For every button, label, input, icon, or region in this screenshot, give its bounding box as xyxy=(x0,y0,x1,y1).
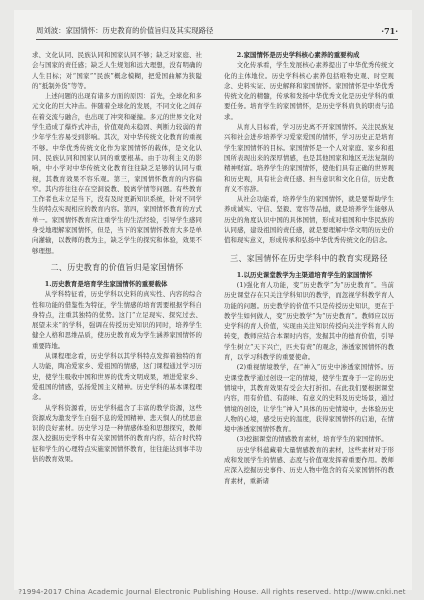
page-number: ·71· xyxy=(381,26,398,36)
paragraph: 从学科特征看，历史学科以史料的真实性、内容的综合性和功能的借鉴性为特征，学生情感的培育需要根据学科自身特点，注重其独特的优势。这门“立足现实、探究过去、展望未来”的学科，强调在传授历史知识的同时，培养学生健全人格和思维品质，使历史教育成为学生涵养家国情怀的重要阵地。 xyxy=(32,290,202,350)
paragraph: 从育人目标看，学习历史离不开家国情怀。关注民族复兴和社会进步培养学习爱家爱国的情怀，学习历史正是培育学生家国情怀的目标。家国情怀是一个人对家庭、家乡和祖国所表现出来的深厚情感，也是其他国家和地区无法复制的精神财富。培养学生的家国情怀，使他们具有正确的世界观和历史观，具有社会责任感、担当意识和文化自信，历史教育义不容辞。 xyxy=(224,123,394,193)
paragraph: 上述问题的出现有诸多方面的原因：首先，全球化和多元文化的巨大冲击。伴随着全球化的发展，不同文化之间存在着交流与融合，也出现了冲突和碰撞。多元的世界文化对学生造成了爆炸式冲击，价值观尚未稳固、判断力较弱的青少年学生容易受到影响。其次，对中华传统文化教育的重视不够。中华优秀传统文化作为家国情怀的载体，是文化认同、民族认同和国家认同的重要根基。由于功利主义的影响，中小学对中华传统文化教育往往缺乏足够的认同与重视，其教育效果不容乐观。第三，家国情怀教育的内容偏窄。其内容往往存在空洞说教、脱离学情等问题。有些教育工作者也未立足当下，没有及时更新知识系统，针对不同学生的特点实现相应的教育内容。第四，家国情怀教育的方式单一。家国情怀教育应注重学生的生活经验，引导学生感同身受地理解家国情怀，但是，当下的家国情怀教育大多是单向灌输，以教师的教为主，缺乏学生的探究和体验，效果不够理想。 xyxy=(32,92,202,255)
paragraph: 求、文化认同、民族认同和国家认同不够；缺乏对家庭、社会与国家的责任感；缺乏人生规划和远大理想，没有明确的人生目标；对“国家”“民族”概念模糊，把爱国曲解为狭隘的“抵制外货”等等。 xyxy=(32,51,202,90)
journal-page xyxy=(14,10,412,590)
section-heading: 二、历史教育的价值旨归是家国情怀 xyxy=(50,262,184,272)
subsection-heading: 1.历史教育是培育学生家国情怀的重要载体 xyxy=(44,279,168,288)
paragraph: (1)强化育人功能，变“历史教学”为“历史教育”。当前历史课堂存在只关注学科知识的教学，而忽视学科教学育人功能的问题。历史教学的价值不只是传授历史知识，更在于教学生如何做人，变“历史教学”为“历史教育”。教师应以历史学科的育人价值，实现由关注知识传授向关注学科育人的转变，教师应结合本课时内容，发掘其中的德育价值，引导学生树立“天下兴亡，匹夫有责”的观念，渗透家国情怀的教育，以学习科教学的重要使命。 xyxy=(224,280,394,362)
paragraph: 从课程理念看，历史学科以其学科特点发挥着独特的育人功能，陶冶爱家乡、爱祖国的情感，这门课程通过学习历史，使学生吸收中国和世界的优秀文明成果，增进爱家乡、爱祖国的情感，弘扬爱国主义精神。历史学科的基本课程理念。 xyxy=(32,352,202,402)
subsection-heading: 1.以历史课堂教学为主渠道培育学生的家国情怀 xyxy=(236,270,373,279)
copyright-footer: ?1994-2017 China Academic Journal Electronic Publishing House. All rights reserved. http://www.cnki.net xyxy=(18,588,406,596)
subsection-heading: 2.家国情怀是历史学科核心素养的重要构成 xyxy=(236,51,360,59)
running-header xyxy=(36,24,398,40)
paragraph: (3)挖掘课堂的情感教育素材，培育学生的家国情怀。 xyxy=(236,435,388,444)
paragraph: 文化传承看，学生发展核心素养提出了中华优秀传统文化的主体地位。历史学科核心素养包括唯物史观、时空观念、史料实证、历史解释和家国情怀。家国情怀是中华优秀传统文化的精髓，传承和发扬中华优秀文化是历史学科的重要任务。培育学生的家国情怀，是历史学科肩负的职责与追求。 xyxy=(224,61,394,121)
paragraph: 从学科资源看，历史学科蕴含了丰富的教学资源，这些资源成为激发学生自强不息的爱国精神、悲天悯人的忧思意识的良好素材。历史学习是一种情感体验和思想探究，教师深入挖掘历史学科中有关家国情怀的教育内容，结合时代特征和学生的心理特点实施家国情怀教育，往往能达到事半功倍的教育效果。 xyxy=(32,403,202,463)
running-title: 周刘波：家国情怀：历史教育的价值旨归及其实现路径 xyxy=(36,26,214,35)
section-heading: 三、家国情怀在历史学科中的教育实现路径 xyxy=(230,253,388,263)
paragraph: 从社会功能看，培养学生的家国情怀，就是要帮助学生养成诚实、守信、坚毅、宽容等品德，就是培养学生能够从历史的角度认识中国的具体国情，形成对祖国和中华民族的认同感，建设祖国的责任感，就是要理解中华文明的历史价值和现实意义，形成传承和弘扬中华优秀传统文化的信念。 xyxy=(224,195,394,245)
paragraph: 历史学科蕴藏着大量情感教育的素材，这些素材对于形成和发展学生的情感、态度与价值观发挥着重要作用。教师应深入挖掘历史事件、历史人物中饱含的有关家国情怀的教育素材，重新诸 xyxy=(224,445,394,485)
paragraph: (2)重视情境教学，在“神入”历史中渗透家国情怀。历史课堂教学通过创设一定的情境，使学生置身于一定的历史情境中，其教育效果有受会大打折扣。在此我们要根据课堂内容，用有价值、有韵味、有意义的史料及历史场景，通过情境的创设，让学生“神入”具体的历史情境中，去体验历史人物的心境，感受历史的温度，获得家国情怀的启迪，在情境中渗透家国情怀教育。 xyxy=(224,363,394,434)
right-column xyxy=(224,50,394,486)
left-column xyxy=(32,50,202,464)
